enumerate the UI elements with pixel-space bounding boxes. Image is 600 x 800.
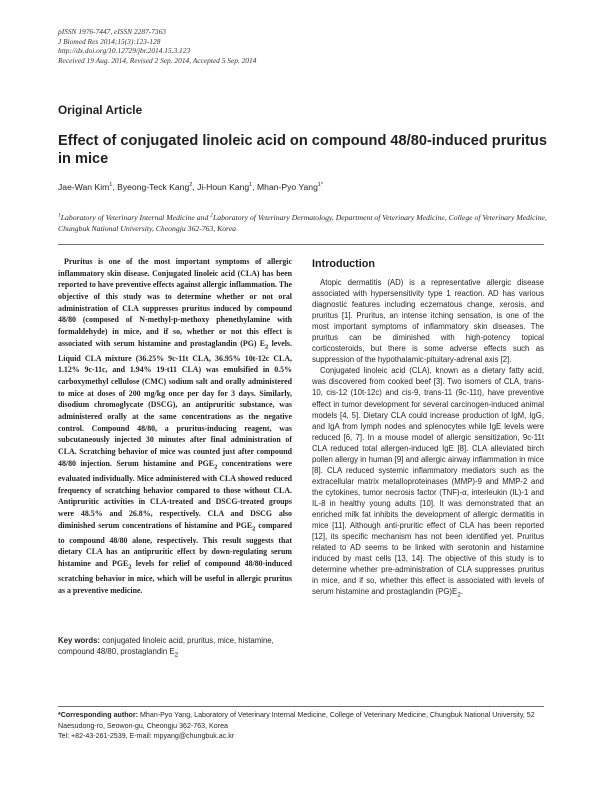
intro-paragraph-2 — [312, 365, 544, 601]
issn-line: pISSN 1976-7447, eISSN 2287-7363 — [58, 27, 166, 36]
article-type: Original Article — [58, 103, 143, 117]
introduction-body — [312, 277, 544, 601]
corresponding-address — [58, 710, 548, 731]
affiliation-mark: 2 — [210, 212, 213, 219]
author-name: Ji-Houn Kang — [197, 182, 250, 192]
abstract-segment: levels. Liquid CLA mixture (36.25% 9c-11t CLA, 36.95% 10t-12c CLA, 1.12% 9c-11c, and 1.94% 19-t11 CLA) was emulsified in 0.5% carboxymethyl cellulose (CMC) sodium salt and orally administered to mice at doses of 200 mg/kg once per day for 3 days. Similarly, disodium chromoglycate (DSCG), an antipruritic substance, was administered orally at the same concentrations as the negative control. Compound 48/80, a pruritus-inducing reagent, was subcutaneously injected 30 minutes after final administration of CLA. Scratching behavior of mice was counted just after compound 48/80 injection. Serum histamine and PGE — [58, 338, 292, 468]
affiliations — [58, 213, 548, 234]
affiliation-text: Laboratory of Veterinary Dermatology, Department of Veterinary Medicine, College of Veterinary Medicine, Chungbuk National University, Cheongju 362-763, Korea — [58, 213, 547, 233]
intro-paragraph-1: Atopic dermatitis (AD) is a representative allergic disease associated with hypersensitivity type 1 reaction. AD has various diagnostic features including eczematous change, xerosis, and pruritus [1]. Pruritus, an intense itching sensation, is one of the most important symptoms of inflammatory skin diseases. The pruritus can be diminished with high-potency topical corticosteroids, but there is some adverse effects such as suppression of the hypothalamic-pituitary-adrenal axis [2]. — [312, 278, 544, 365]
subscript: 2 — [174, 651, 179, 659]
author-name: Byeong-Teck Kang — [117, 182, 190, 192]
keywords-label: Key words: — [58, 636, 101, 645]
author-list: Jae-Wan Kim$^1$, Byeong-Teck Kang$^2$, Ji-Houn Kang$^1$, Mhan-Pyo Yang$^{1*}$ — [58, 182, 324, 192]
intro-paragraph-end: . — [460, 587, 463, 597]
abstract-segment: compared to compound 48/80 alone, respectively. This result suggests that dietary CLA has an antipruritic effect by down-regulating serum histamine and PGE — [58, 520, 293, 569]
corresponding-contact: Tel: +82-43-261-2539, E-mail: mpyang@chungbuk.ac.kr — [58, 732, 235, 741]
subscript: 2 — [252, 525, 256, 533]
journal-citation: J Biomed Res 2014;15(3):123-128 — [58, 36, 161, 46]
footnote-divider — [58, 706, 544, 707]
intro-paragraph-text: Conjugated linoleic acid (CLA), known as a dietary fatty acid, was discovered from cooked beef [3]. Two isomers of CLA, trans-10, cis-12 (10t-12c) and cis-9, trans-11 (9c-11t), have preventive effect in tumor development for several carcinogen-induced animal models [4, 5]. Dietary CLA could increase production of IgM, IgG, and IgA from lymph nodes and splenocytes while IgE levels were reduced [6, 7]. In a mouse model of allergic sensitization, 9c-11t CLA reduced total allergen-induced IgE [8]. CLA alleviated birch pollen allergy in human [9] and allergic airway inflammation in mice [8]. CLA reduced systemic inflammatory mediators such as the extracellular matrix metalloproteinases (MMP)-9 and MMP-2 and the cytokines, tumor necrosis factor (TNF)-α, interleukin (IL)-1 and IL-8 in healthy young adults [10]. It was demonstrated that an enriched milk fat inhibits the development of allergic dermatitis in mice [11]. Although anti-pruritic effect of CLA has been reported [12], its specific mechanism has not been identified yet. Pruritus related to AD seems to be linked with serotonin and histamine induced by mast cells [13, 14]. The objective of this study is to determine whether pre-administration of CLA suppresses pruritus in mice, and if so, whether this effect is associated with levels of serum histamine and prostaglandin (PG)E — [312, 366, 544, 597]
affiliation-text: Laboratory of Veterinary Internal Medicine and — [60, 213, 211, 222]
abstract-text — [58, 256, 292, 597]
author-affiliation-mark: 2 — [189, 182, 193, 189]
keywords — [58, 635, 292, 661]
author-name: Jae-Wan Kim — [58, 182, 110, 192]
header-divider — [58, 244, 544, 245]
author-name: Mhan-Pyo Yang — [257, 182, 318, 192]
subscript: 2 — [265, 343, 269, 351]
received-dates: Received 19 Aug. 2014, Revised 2 Sep. 2014, Accepted 5 Sep. 2014 — [58, 55, 257, 65]
author-affiliation-mark: 1* — [317, 182, 324, 189]
corresponding-text: Mhan-Pyo Yang, Laboratory of Veterinary Internal Medicine, College of Veterinary Medicine, Chungbuk National University, 52 Naesudong-ro, Seowon-gu, Cheongju 362-763, Korea — [58, 711, 535, 730]
abstract-segment: concentrations were evaluated individually. Mice administered with CLA showed reduced frequency of scratching behavior compared to those without CLA. Antipruritic activities in CLA-treated and DSCG-treated groups were 48.5% and 26.8%, respectively. CLA and DSCG also diminished serum concentrations of histamine and PGE — [58, 458, 292, 530]
paper-title: Effect of conjugated linoleic acid on compound 48/80-induced pruritus in mice — [58, 133, 547, 168]
abstract — [58, 256, 292, 597]
subscript: 2 — [457, 591, 461, 599]
abstract-segment: levels for relief of compound 48/80-induced scratching behavior in mice, which will be useful in allergic pruritus as a preventive medicine. — [58, 559, 292, 596]
corresponding-label: *Corresponding author: — [58, 711, 138, 719]
affiliation-mark: 1 — [58, 212, 61, 219]
corresponding-author-note — [58, 710, 548, 742]
author-affiliation-mark: 1 — [249, 182, 253, 189]
subscript: 2 — [128, 563, 132, 571]
author-affiliation-mark: 1 — [109, 182, 113, 189]
keywords-text: conjugated linoleic acid, pruritus, mice, histamine, compound 48/80, prostaglandin E — [58, 636, 274, 657]
abstract-segment: Pruritus is one of the most important symptoms of allergic inflammatory skin disease. Conjugated linoleic acid (CLA) has been reported to have preventive effects against allergic inflammation. The objective of this study was to determine whether or not oral administration of CLA suppresses pruritus induced by compound 48/80 (composed of N-methyl-p-methoxy phenethylamine with formaldehyde) in mice, and if so, whether or not this effect is associated with serum histamine and prostaglandin (PG) E — [58, 257, 292, 348]
doi-link[interactable]: http://dx.doi.org/10.12729/jbr.2014.15.3.123 — [58, 46, 191, 56]
journal-metadata — [58, 27, 256, 65]
subscript: 2 — [214, 463, 218, 471]
section-heading-introduction: Introduction — [312, 258, 375, 270]
